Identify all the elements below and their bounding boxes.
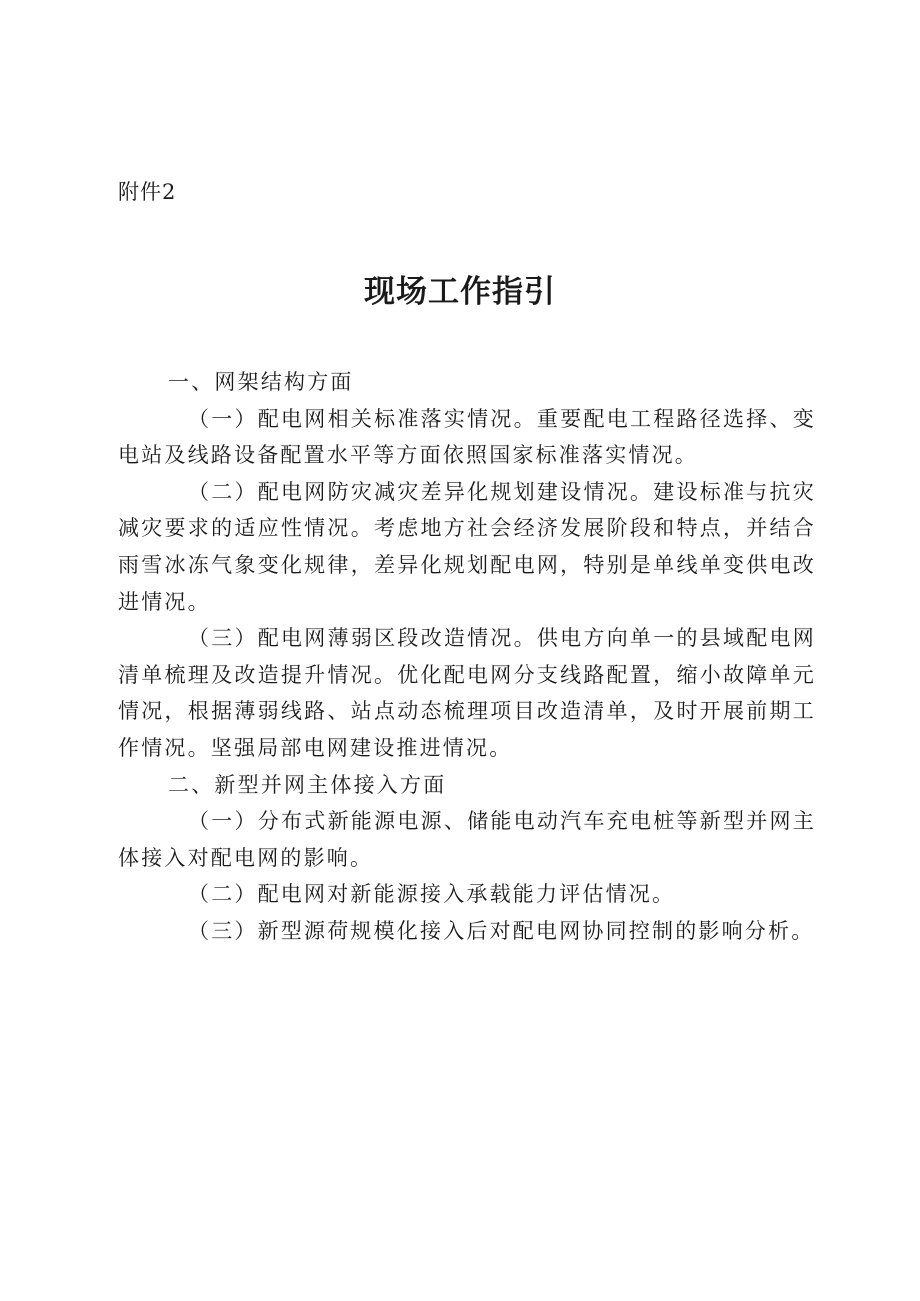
section-item: （三）配电网薄弱区段改造情况。供电方向单一的县域配电网清单梳理及改造提升情况。优化配电网分支线路配置，缩小故障单元情况，根据薄弱线路、站点动态梳理项目改造清单，及时开展前期工作情况。坚强局部电网建设推进情况。 [118,626,816,760]
section-item: （二）配电网对新能源接入承载能力评估情况。 [188,882,676,907]
document-title: 现场工作指引 [364,274,556,310]
attachment-label: 附件2 [118,180,177,204]
section-item: （三）新型源荷规模化接入后对配电网协同控制的影响分析。 [188,918,815,943]
section-item: （一）分布式新能源电源、储能电动汽车充电桩等新型并网主体接入对配电网的影响。 [118,809,816,870]
document-body [118,364,816,950]
section-heading: 一、网架结构方面 [168,370,354,394]
section-heading: 二、新型并网主体接入方面 [168,772,447,797]
section-item: （一）配电网相关标准落实情况。重要配电工程路径选择、变电站及线路设备配置水平等方面依照国家标准落实情况。 [118,406,816,468]
section-item: （二）配电网防灾减灾差异化规划建设情况。建设标准与抗灾减灾要求的适应性情况。考虑地方社会经济发展阶段和特点，并结合雨雪冰冻气象变化规律，差异化规划配电网，特别是单线单变供电改进情况。 [118,479,816,614]
